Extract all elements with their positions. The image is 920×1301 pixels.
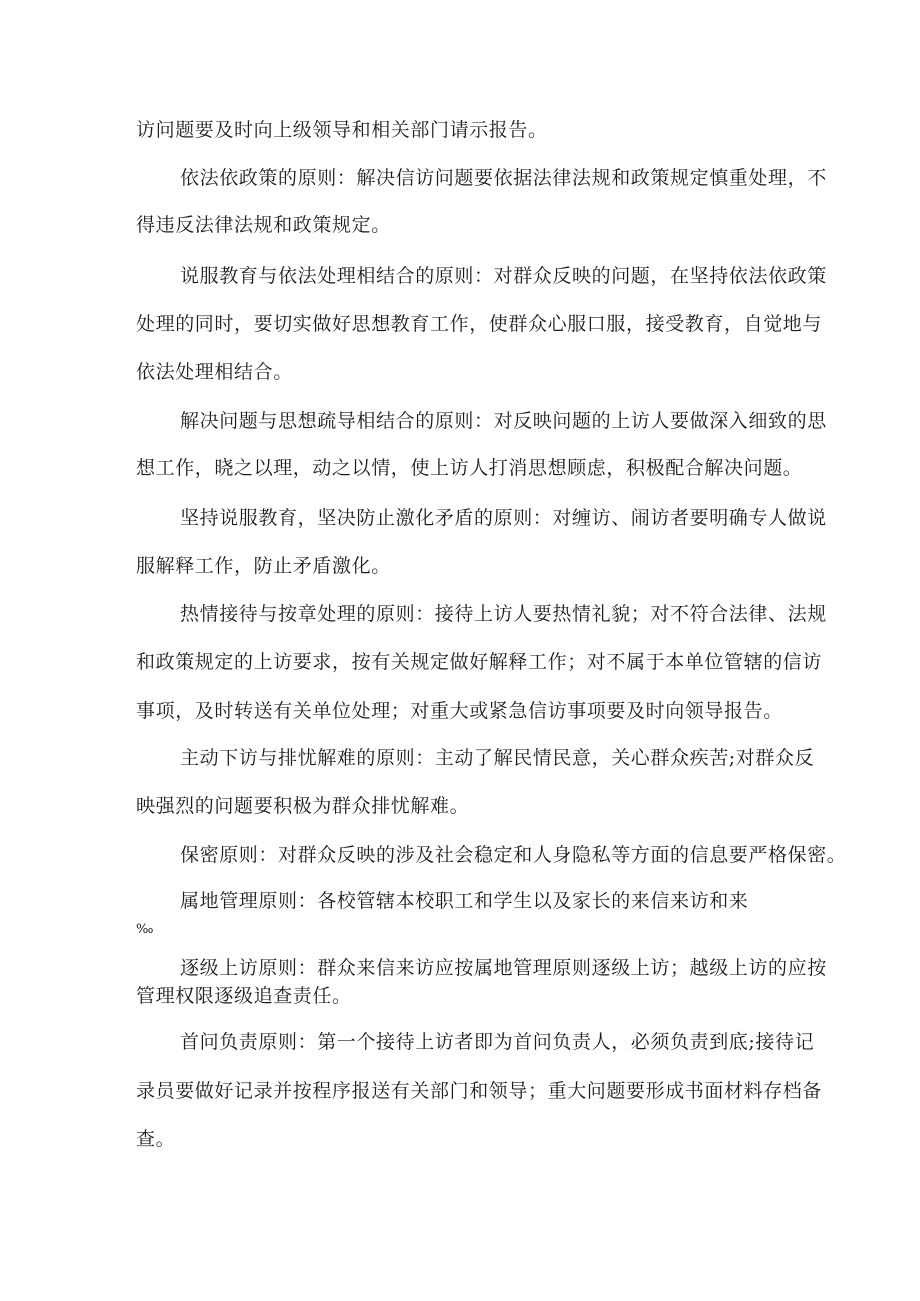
text-line: 得违反法律法规和政策规定。 <box>136 214 391 236</box>
text-line: 想工作，晓之以理，动之以情，使上访人打消思想顾虑，积极配合解决问题。 <box>136 457 803 479</box>
text-line: 服解释工作，防止矛盾激化。 <box>136 555 391 577</box>
text-line: 热情接待与按章处理的原则：接待上访人要热情礼貌；对不符合法律、法规 <box>180 603 827 625</box>
text-line: 首问负责原则：第一个接待上访者即为首问负责人，必须负责到底;接待记 <box>180 1031 815 1053</box>
text-line: 依法处理相结合。 <box>136 361 293 383</box>
text-line: 查。 <box>136 1128 176 1150</box>
text-line: 事项，及时转送有关单位处理；对重大或紧急信访事项要及时向领导报告。 <box>136 700 783 722</box>
text-line: ‰ <box>136 922 154 937</box>
text-line: 和政策规定的上访要求，按有关规定做好解释工作；对不属于本单位管辖的信访 <box>136 651 823 673</box>
text-line: 管理权限逐级追查责任。 <box>136 985 352 1007</box>
text-line: 访问题要及时向上级领导和相关部门请示报告。 <box>136 119 548 141</box>
text-line: 属地管理原则：各校管辖本校职工和学生以及家长的来信来访和来 <box>180 890 749 912</box>
text-line: 逐级上访原则：群众来信来访应按属地管理原则逐级上访；越级上访的应按 <box>180 957 827 979</box>
text-line: 映强烈的问题要积极为群众排忧解难。 <box>136 795 470 817</box>
text-line: 坚持说服教育，坚决防止激化矛盾的原则：对缠访、闹访者要明确专人做说 <box>180 507 827 529</box>
text-line: 录员要做好记录并按程序报送有关部门和领导；重大问题要形成书面材料存档备 <box>136 1080 823 1102</box>
text-line: 依法依政策的原则：解决信访问题要依据法律法规和政策规定慎重处理，不 <box>180 167 827 189</box>
text-line: 保密原则：对群众反映的涉及社会稳定和人身隐私等方面的信息要严格保密。 <box>180 844 847 866</box>
text-line: 处理的同时，要切实做好思想教育工作，使群众心服口服，接受教育，自觉地与 <box>136 313 823 335</box>
text-line: 说服教育与依法处理相结合的原则：对群众反映的问题，在坚持依法依政策 <box>180 265 827 287</box>
text-line: 解决问题与思想疏导相结合的原则：对反映问题的上访人要做深入细致的思 <box>180 410 827 432</box>
text-line: 主动下访与排忧解难的原则：主动了解民情民意，关心群众疾苦;对群众反 <box>180 747 815 769</box>
